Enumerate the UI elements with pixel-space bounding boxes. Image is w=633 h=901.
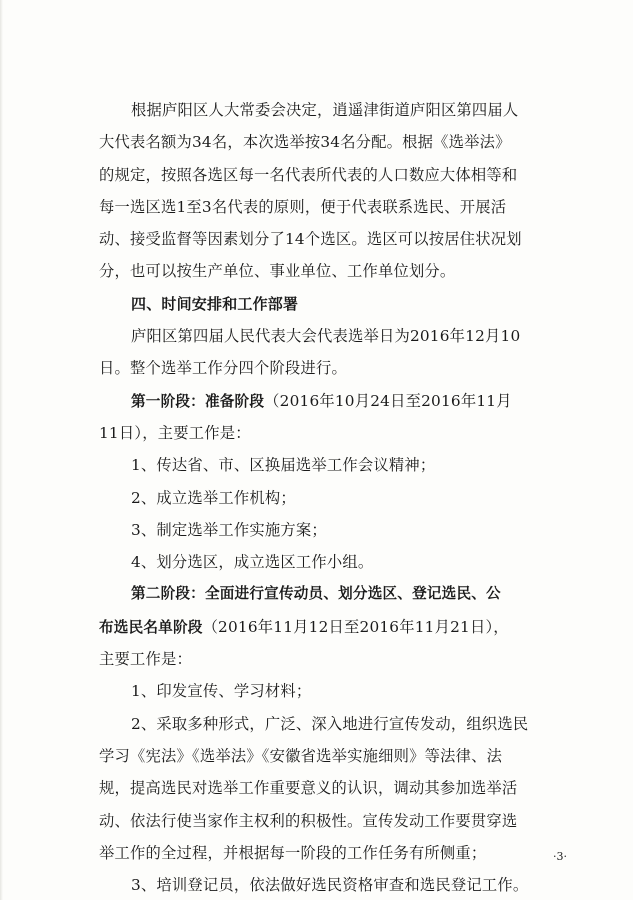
scan-edge [0, 0, 3, 900]
paragraph-line: 大代表名额为34名，本次选举按34名分配。根据《选举法》 [99, 133, 511, 152]
list-item: 4、划分选区，成立选区工作小组。 [131, 553, 374, 572]
section-heading: 四、时间安排和工作部署 [131, 294, 299, 313]
list-item: 2、采取多种形式，广泛、深入地进行宣传发动，组织选民 [131, 714, 529, 733]
stage1-title-line [99, 385, 569, 417]
paragraph-line: 规，提高选民对选举工作重要意义的认识，调动其参加选举活 [99, 779, 518, 798]
stage2-title-line2 [99, 611, 569, 643]
list-item: 1、传达省、市、区换届选举工作会议精神； [131, 456, 436, 475]
paragraph-line: 每一选区选1至3名代表的原则，便于代表联系选民、开展活 [99, 197, 507, 216]
paragraph-line: 举工作的全过程，并根据每一阶段的工作任务有所侧重； [99, 843, 487, 862]
list-item: 3、制定选举工作实施方案； [131, 520, 327, 539]
paragraph-line: 11日），主要工作是： [99, 423, 251, 442]
list-item: 1、印发宣传、学习材料； [131, 682, 312, 701]
stage1-label: 第一阶段：准备阶段 [131, 392, 265, 410]
stage2-label-line1: 第二阶段：全面进行宣传动员、划分选区、登记选民、公 [131, 585, 501, 603]
paragraph-line: 动、接受监督等因素划分了14个选区。选区可以按居住状况划 [99, 230, 522, 249]
stage2-label-line2: 布选民名单阶段 [99, 618, 203, 636]
paragraph-line: 的规定，按照各选区每一名代表所代表的人口数应大体相等和 [99, 165, 518, 184]
page-number: ·3· [553, 850, 567, 863]
paragraph-line: 动、依法行使当家作主权利的积极性。宣传发动工作要贯穿选 [99, 811, 518, 830]
stage2-dates: （2016年11月12日至2016年11月21日）， [202, 617, 509, 636]
paragraph-line: 分，也可以按生产单位、事业单位、工作单位划分。 [99, 262, 456, 281]
paragraph-line: 根据庐阳区人大常委会决定，逍遥津街道庐阳区第四届人 [131, 101, 519, 119]
paragraph-line: 主要工作是： [99, 650, 192, 669]
document-body [99, 94, 569, 901]
paragraph-line: 学习《宪法》《选举法》《安徽省选举实施细则》等法律、法 [99, 746, 503, 765]
paragraph-line: 日。整个选举工作分四个阶段进行。 [99, 359, 347, 378]
stage1-dates: （2016年10月24日至2016年11月 [264, 391, 512, 410]
paragraph-line: 庐阳区第四届人民代表大会代表选举日为2016年12月10 [131, 327, 521, 346]
list-item: 3、培训登记员，依法做好选民资格审查和选民登记工作。 [131, 876, 529, 895]
list-item: 2、成立选举工作机构； [131, 488, 296, 507]
